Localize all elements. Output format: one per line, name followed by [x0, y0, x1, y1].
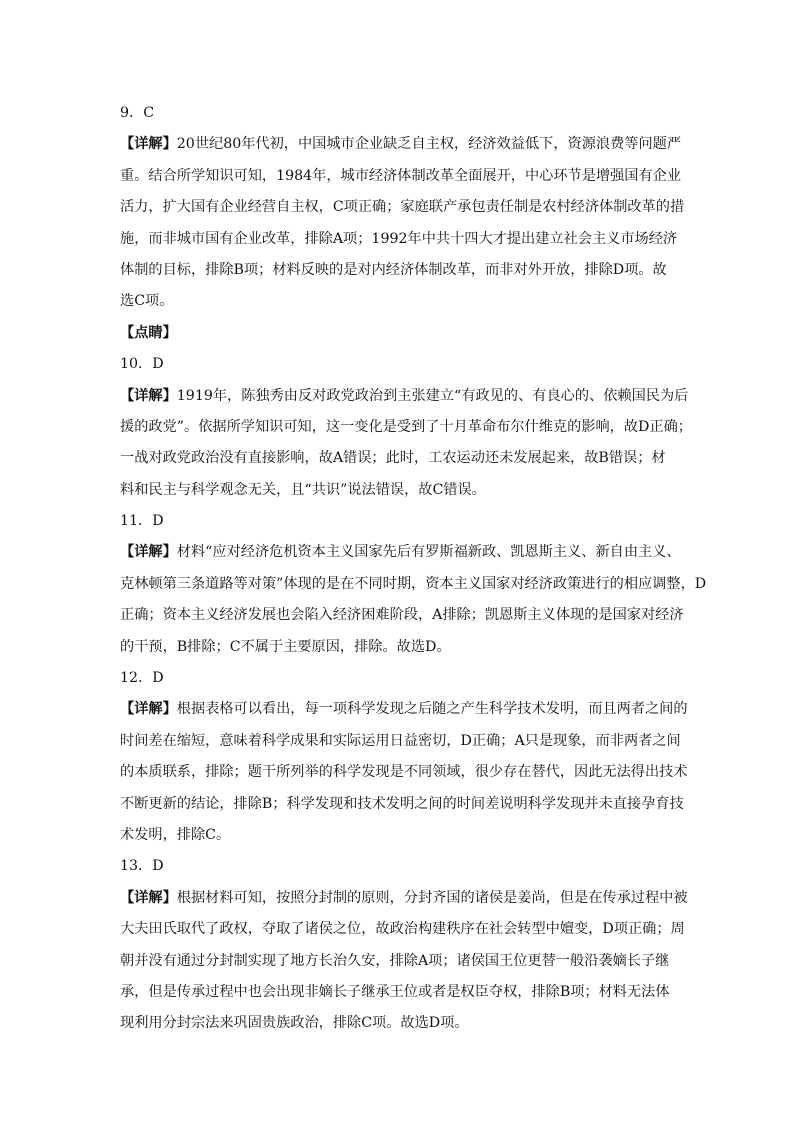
question-12-line-4: 不断更新的结论，排除B；科学发现和技术发明之间的时间差说明科学发现并未直接孕育技: [120, 795, 684, 812]
question-10-line-3: 一战对政党政治没有直接影响，故A错误；此时，工农运动还未发展起来，故B错误；材: [120, 450, 666, 467]
question-10-text-1: 1919年，陈独秀由反对政党政治到主张建立“有政见的、有良心的、依赖国民为后: [176, 387, 689, 404]
question-13-line-3: 朝并没有通过分封制实现了地方长治久安，排除A项；诸侯国王位更替一般沿袭嫡长子继: [120, 952, 670, 969]
question-12-text-1: 根据表格可以看出，每一项科学发现之后随之产生科学技术发明，而且两者之间的: [176, 701, 688, 718]
question-10-line-1: [120, 381, 689, 412]
question-12-line-2: 时间差在缩短，意味着科学成果和实际运用日益密切，D正确；A只是现象，而非两者之间: [120, 732, 681, 749]
question-11-line-1: [120, 537, 680, 568]
detail-tag: 【详解】: [120, 387, 177, 404]
question-9-line-4: 施，而非城市国有企业改革，排除A项；1992年中共十四大才提出建立社会主义市场经济: [120, 230, 678, 247]
question-9-line-3: 活力，扩大国有企业经营自主权，C项正确；家庭联产承包责任制是农村经济体制改革的措: [120, 199, 685, 216]
answer-document: [120, 98, 707, 1040]
detail-tag: 【详解】: [120, 544, 177, 561]
question-12-line-5: 术发明，排除C。: [120, 826, 231, 843]
question-12-number: 12．D: [120, 670, 164, 687]
detail-tag: 【详解】: [120, 701, 177, 718]
question-10-number: 10．D: [120, 356, 164, 373]
question-13-number: 13．D: [120, 858, 164, 875]
question-9-line-2: 重。结合所学知识可知，1984年，城市经济体制改革全面展开，中心环节是增强国有企业: [120, 167, 682, 184]
detail-tag: 【详解】: [120, 889, 177, 906]
question-12-line-1: [120, 694, 688, 725]
question-11-text-1: 材料“应对经济危机资本主义国家先后有罗斯福新政、凯恩斯主义、新自由主义、: [176, 544, 681, 561]
question-13-line-5: 现利用分封宗法来巩固贵族政治，排除C项。故选D项。: [120, 1015, 469, 1032]
question-11-line-3: 正确；资本主义经济发展也会陷入经济困难阶段，A排除；凯恩斯主义体现的是国家对经济: [120, 607, 684, 624]
detail-tag: 【详解】: [120, 136, 177, 153]
question-9-line-6: 选C项。: [120, 293, 174, 310]
question-13-text-1: 根据材料可知，按照分封制的原则，分封齐国的诸侯是姜尚，但是在传承过程中被: [176, 889, 688, 906]
question-11-line-4: 的干预，B排除；C不属于主要原因，排除。故选D。: [120, 638, 451, 655]
question-9-number: 9．C: [120, 105, 155, 121]
question-10-line-4: 料和民主与科学观念无关，且“共识”说法错误，故C错误。: [120, 481, 486, 498]
question-9-text-1: 20世纪80年代初，中国城市企业缺乏自主权，经济效益低下，资源浪费等问题严: [176, 136, 682, 153]
comment-tag: 【点睛】: [120, 324, 177, 341]
question-11-number: 11．D: [120, 513, 164, 530]
question-9-line-5: 体制的目标，排除B项；材料反映的是对内经济体制改革，而非对外开放，排除D项。故: [120, 261, 667, 278]
question-13-line-2: 大夫田氏取代了政权，夺取了诸侯之位，故政治构建秩序在社会转型中嬗变，D项正确；周: [120, 921, 685, 938]
question-11-line-2: 克林顿第三条道路等对策”体现的是在不同时期，资本主义国家对经济政策进行的相应调整，D: [120, 575, 707, 592]
question-9-line-1: [120, 129, 680, 160]
question-12-line-3: 的本质联系，排除；题干所列举的科学发现是不同领域，很少存在替代，因此无法得出技术: [120, 764, 688, 781]
question-10-line-2: 援的政党”。依据所学知识可知，这一变化是受到了十月革命布尔什维克的影响，故D正确；: [120, 418, 692, 435]
question-13-line-1: [120, 883, 688, 914]
question-13-line-4: 承，但是传承过程中也会出现非嫡长子继承王位或者是权臣夺权，排除B项；材料无法体: [120, 983, 670, 1000]
